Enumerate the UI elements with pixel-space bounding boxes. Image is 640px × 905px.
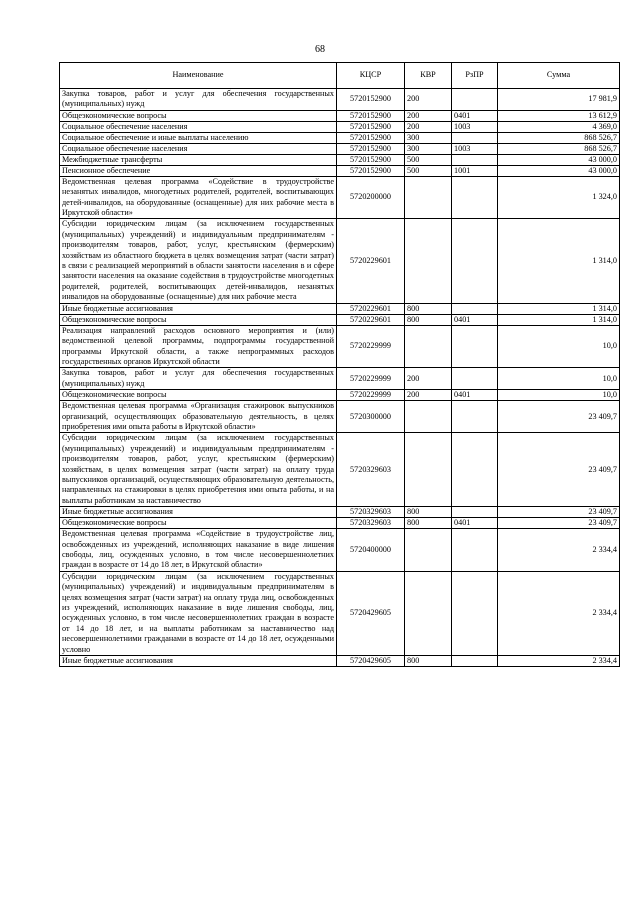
row-sum: 1 314,0 — [498, 219, 620, 303]
row-kcsr: 5720329603 — [337, 518, 405, 529]
row-kvr: 200 — [405, 368, 452, 390]
row-sum: 2 334,4 — [498, 571, 620, 655]
row-name: Ведомственная целевая программа «Содействие в трудоустройстве лиц, освобожденных из учреждений, исполняющих наказание в виде лишения свободы, лиц, осужденных условно, в том числе несовершеннолетних граждан в возрасте от 14 до 18 лет, в Иркутской области» — [60, 529, 337, 572]
row-rzpr — [452, 154, 498, 165]
row-kvr: 500 — [405, 154, 452, 165]
row-kvr: 300 — [405, 143, 452, 154]
row-kvr: 300 — [405, 132, 452, 143]
row-name: Иные бюджетные ассигнования — [60, 303, 337, 314]
row-name: Иные бюджетные ассигнования — [60, 656, 337, 667]
table-row — [60, 89, 620, 111]
row-kvr — [405, 176, 452, 219]
row-kvr: 200 — [405, 390, 452, 401]
table-row — [60, 121, 620, 132]
row-rzpr — [452, 401, 498, 433]
table-row — [60, 303, 620, 314]
row-rzpr: 0401 — [452, 390, 498, 401]
table-row — [60, 518, 620, 529]
row-kcsr: 5720300000 — [337, 401, 405, 433]
header-name: Наименование — [60, 63, 337, 89]
row-sum: 10,0 — [498, 368, 620, 390]
row-kvr: 200 — [405, 89, 452, 111]
row-kcsr: 5720152900 — [337, 154, 405, 165]
row-kvr: 800 — [405, 507, 452, 518]
row-rzpr — [452, 325, 498, 368]
table-row — [60, 143, 620, 154]
row-name: Субсидии юридическим лицам (за исключением государственных (муниципальных) учреждений) и индивидуальным предпринимателям - производителям товаров, работ, услуг, крестьянским (фермерским) хозяйствам из областного бюджета в целях возмещения затрат (части затрат) в связи с реализацией мероприятий в области занятости населения в и сфере занятости населения на оказание содействия в трудоустройстве многодетных родителей, родителей, воспитывающих детей-инвалидов, незанятых инвалидов на оборудованные (оснащенные) для них рабочие места — [60, 219, 337, 303]
row-name: Общеэкономические вопросы — [60, 314, 337, 325]
table-row — [60, 165, 620, 176]
row-rzpr — [452, 656, 498, 667]
row-kcsr: 5720200000 — [337, 176, 405, 219]
row-kvr: 800 — [405, 518, 452, 529]
table-row — [60, 325, 620, 368]
row-rzpr — [452, 571, 498, 655]
row-rzpr: 0401 — [452, 110, 498, 121]
row-name: Закупка товаров, работ и услуг для обеспечения государственных (муниципальных) нужд — [60, 368, 337, 390]
row-kvr — [405, 529, 452, 572]
row-sum: 43 000,0 — [498, 165, 620, 176]
row-kcsr: 5720329603 — [337, 433, 405, 507]
row-rzpr — [452, 132, 498, 143]
row-kvr: 500 — [405, 165, 452, 176]
row-rzpr — [452, 368, 498, 390]
header-sum: Сумма — [498, 63, 620, 89]
row-kcsr: 5720229601 — [337, 219, 405, 303]
table-row — [60, 176, 620, 219]
row-sum: 1 314,0 — [498, 314, 620, 325]
row-rzpr — [452, 507, 498, 518]
header-kcsr: КЦСР — [337, 63, 405, 89]
table-row — [60, 433, 620, 507]
row-name: Субсидии юридическим лицам (за исключением государственных (муниципальных) учреждений) и индивидуальным предпринимателям в целях возмещения затрат (части затрат) на оплату труда лиц, освобожденных из учреждений, исполняющих наказание в виде лишения свободы, лиц, осужденных условно, в том числе несовершеннолетних граждан в возрасте от 14 до 18 лет, и на выплаты работникам за наставничество над несовершеннолетними гражданами в возрасте от 14 до 18 лет, осужденными условно — [60, 571, 337, 655]
row-sum: 23 409,7 — [498, 433, 620, 507]
row-sum: 17 981,9 — [498, 89, 620, 111]
row-sum: 43 000,0 — [498, 154, 620, 165]
header-kvr: КВР — [405, 63, 452, 89]
row-name: Ведомственная целевая программа «Организация стажировок выпускников организаций, осуществляющих образовательную деятельность, в целях приобретения ими опыта работы в Иркутской области» — [60, 401, 337, 433]
row-kcsr: 5720152900 — [337, 143, 405, 154]
row-sum: 2 334,4 — [498, 656, 620, 667]
row-kcsr: 5720152900 — [337, 121, 405, 132]
row-name: Общеэкономические вопросы — [60, 110, 337, 121]
row-sum: 868 526,7 — [498, 132, 620, 143]
row-kvr: 800 — [405, 314, 452, 325]
row-rzpr — [452, 433, 498, 507]
table-row — [60, 219, 620, 303]
row-sum: 10,0 — [498, 390, 620, 401]
row-rzpr: 1001 — [452, 165, 498, 176]
table-row — [60, 154, 620, 165]
table-row — [60, 507, 620, 518]
row-rzpr — [452, 303, 498, 314]
table-row — [60, 390, 620, 401]
row-rzpr: 1003 — [452, 143, 498, 154]
row-kcsr: 5720400000 — [337, 529, 405, 572]
row-name: Реализация направлений расходов основного мероприятия и (или) ведомственной целевой программы, подпрограммы государственной программы Иркутской области, а также непрограммных расходов государственных органов Иркутской области — [60, 325, 337, 368]
page-number: 68 — [315, 44, 325, 55]
row-sum: 23 409,7 — [498, 518, 620, 529]
row-sum: 868 526,7 — [498, 143, 620, 154]
row-rzpr — [452, 176, 498, 219]
table-row — [60, 529, 620, 572]
row-kvr: 800 — [405, 303, 452, 314]
row-kcsr: 5720329603 — [337, 507, 405, 518]
table-row — [60, 110, 620, 121]
row-kvr — [405, 325, 452, 368]
table-row — [60, 571, 620, 655]
row-rzpr: 1003 — [452, 121, 498, 132]
table-row — [60, 132, 620, 143]
table-row — [60, 368, 620, 390]
row-kcsr: 5720229601 — [337, 314, 405, 325]
row-rzpr: 0401 — [452, 314, 498, 325]
row-name: Социальное обеспечение и иные выплаты населению — [60, 132, 337, 143]
table-row — [60, 656, 620, 667]
table-header-row — [60, 63, 620, 89]
row-name: Общеэкономические вопросы — [60, 390, 337, 401]
header-rzpr: РзПР — [452, 63, 498, 89]
row-name: Ведомственная целевая программа «Содействие в трудоустройстве незанятых инвалидов, многодетных родителей, родителей, воспитывающих детей-инвалидов, на оборудованные (оснащенные) для них рабочие места в Иркутской области» — [60, 176, 337, 219]
row-kcsr: 5720152900 — [337, 132, 405, 143]
row-name: Закупка товаров, работ и услуг для обеспечения государственных (муниципальных) нужд — [60, 89, 337, 111]
row-kcsr: 5720429605 — [337, 656, 405, 667]
row-kvr — [405, 219, 452, 303]
table-row — [60, 314, 620, 325]
row-kvr: 200 — [405, 110, 452, 121]
row-rzpr — [452, 529, 498, 572]
row-kcsr: 5720229999 — [337, 390, 405, 401]
row-kcsr: 5720429605 — [337, 571, 405, 655]
row-kcsr: 5720229999 — [337, 325, 405, 368]
row-kvr — [405, 433, 452, 507]
row-rzpr: 0401 — [452, 518, 498, 529]
row-name: Общеэкономические вопросы — [60, 518, 337, 529]
row-rzpr — [452, 219, 498, 303]
row-name: Иные бюджетные ассигнования — [60, 507, 337, 518]
row-kcsr: 5720229999 — [337, 368, 405, 390]
row-sum: 4 369,0 — [498, 121, 620, 132]
row-kcsr: 5720152900 — [337, 89, 405, 111]
row-kcsr: 5720229601 — [337, 303, 405, 314]
row-rzpr — [452, 89, 498, 111]
row-kvr: 200 — [405, 121, 452, 132]
row-kcsr: 5720152900 — [337, 165, 405, 176]
row-kvr: 800 — [405, 656, 452, 667]
row-name: Социальное обеспечение населения — [60, 143, 337, 154]
row-name: Социальное обеспечение населения — [60, 121, 337, 132]
row-sum: 23 409,7 — [498, 507, 620, 518]
table-row — [60, 401, 620, 433]
budget-table — [59, 62, 620, 667]
row-name: Субсидии юридическим лицам (за исключением государственных (муниципальных) учреждений) и индивидуальным предпринимателям - производителям товаров, работ, услуг, крестьянским (фермерским) хозяйствам, в целях возмещения затрат (части затрат) на оплату труда выпускников организаций, осуществляющих образовательную деятельность, направленных на стажировки в целях приобретения ими опыта работы, и на выплаты работникам за наставничество — [60, 433, 337, 507]
row-sum: 23 409,7 — [498, 401, 620, 433]
row-name: Межбюджетные трансферты — [60, 154, 337, 165]
row-kvr — [405, 571, 452, 655]
row-kcsr: 5720152900 — [337, 110, 405, 121]
row-sum: 13 612,9 — [498, 110, 620, 121]
row-sum: 10,0 — [498, 325, 620, 368]
row-sum: 1 324,0 — [498, 176, 620, 219]
row-name: Пенсионное обеспечение — [60, 165, 337, 176]
row-sum: 2 334,4 — [498, 529, 620, 572]
row-sum: 1 314,0 — [498, 303, 620, 314]
row-kvr — [405, 401, 452, 433]
